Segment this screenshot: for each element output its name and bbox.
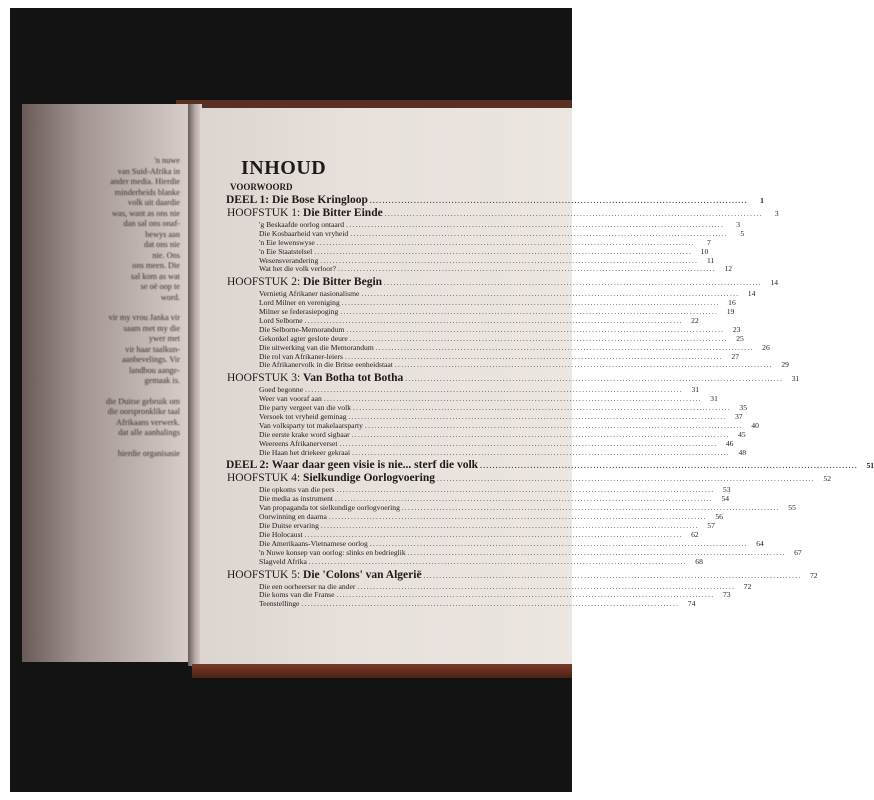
section-label: Weereens Afrikanerverset: [259, 438, 338, 448]
section-label: Slagveld Afrika: [259, 556, 307, 566]
dot-leader: ........................................................................................................................: [336, 486, 715, 495]
section-page: 27: [731, 351, 739, 361]
left-page-line: ywer met: [148, 334, 180, 343]
chapter-entry: [227, 276, 779, 289]
left-page: [22, 104, 190, 662]
deel-1-label: DEEL 1: Die Bose Kringloop: [226, 194, 368, 206]
dot-leader: ........................................................................................................................: [314, 247, 693, 256]
section-page: 74: [687, 599, 696, 609]
dot-leader: ........................................................................................................................: [437, 475, 815, 484]
section-entry: [259, 581, 752, 591]
section-page: 54: [721, 494, 730, 504]
section-entry: [259, 316, 699, 326]
dot-leader: ........................................................................................................................: [351, 430, 730, 439]
left-page-line: gemaak is.: [144, 376, 180, 385]
section-page: 40: [751, 420, 759, 430]
dot-leader: ........................................................................................................................: [304, 317, 683, 326]
section-label: Die Kosbaarheid van vryheid: [259, 228, 349, 238]
left-page-line: word.: [160, 292, 180, 302]
left-page-line: ander media. Hierdie: [110, 177, 180, 186]
section-page: 56: [715, 512, 723, 522]
left-page-line: vir haar taalkun-: [125, 344, 180, 354]
dot-leader: ........................................................................................................................: [336, 591, 715, 600]
section-label: Die party vergeet van die volk: [259, 403, 352, 413]
dot-leader: ........................................................................................................................: [348, 413, 727, 422]
chapter-label: [227, 569, 422, 581]
left-page-line: aanbevelings. Vir: [122, 355, 180, 364]
section-page: 5: [740, 228, 745, 238]
section-entry: [259, 556, 703, 566]
left-page-line: vir my vrou Janka vir: [108, 313, 180, 322]
section-entry: [259, 599, 696, 609]
section-page: 26: [762, 342, 770, 352]
dot-leader: ........................................................................................................................: [361, 290, 740, 299]
section-entry: [259, 429, 746, 439]
section-entry: [259, 403, 748, 413]
left-page-gap: [28, 439, 180, 449]
section-page: 35: [739, 403, 748, 413]
left-page-gap: [28, 387, 180, 397]
section-entry: [259, 237, 711, 247]
section-label: Gekonkel agter geslote deure: [259, 333, 348, 343]
chapter-label: [227, 276, 382, 288]
section-page: 22: [691, 316, 699, 326]
section-page: 46: [725, 438, 734, 448]
chapter-prefix: HOOFSTUK 4:: [227, 472, 304, 485]
section-page: 37: [734, 412, 743, 422]
dot-leader: ........................................................................................................................: [394, 361, 773, 370]
section-entry: [259, 289, 756, 299]
section-entry: [259, 485, 731, 495]
section-page: 19: [726, 307, 735, 317]
section-page: 31: [691, 385, 700, 395]
deel-2-label: DEEL 2: Waar daar geen visie is nie... sterf die volk: [226, 459, 479, 472]
section-entry: [259, 512, 723, 522]
deel-2-entry: [226, 459, 874, 472]
left-page-line: die Duitse gebruik om: [106, 396, 180, 406]
section-page: 25: [736, 333, 744, 343]
section-entry: [259, 228, 745, 238]
left-page-line: ons meen. Die: [132, 261, 180, 270]
section-label: 'g Beskaafde oorlog ontaard: [259, 220, 345, 229]
section-entry: [259, 307, 735, 317]
section-entry: [259, 324, 741, 334]
chapter-prefix: HOOFSTUK 2:: [227, 276, 304, 289]
section-label: 'n Eie Staatstelsel: [259, 246, 313, 256]
section-entry: [259, 447, 747, 457]
section-page: 29: [781, 360, 789, 370]
section-entry: [259, 264, 732, 274]
voorwoord-heading: VOORWOORD: [230, 182, 293, 192]
section-page: 67: [794, 547, 802, 557]
left-page-line: nie. Ons: [152, 250, 180, 260]
section-page: 62: [691, 529, 699, 539]
deel-2-page: 51: [866, 461, 874, 471]
dot-leader: ........................................................................................................................: [320, 256, 699, 265]
section-page: 72: [743, 581, 752, 591]
chapter-page: 3: [774, 209, 779, 218]
chapter-name: Sielkundige Oorlogvoering: [303, 472, 435, 485]
section-entry: [259, 438, 734, 448]
dot-leader: ........................................................................................................................: [341, 299, 720, 308]
section-label: 'n Eie lewenswyse: [259, 237, 315, 247]
section-page: 12: [724, 264, 732, 274]
section-label: 'n Nuwe konsep van oorlog: slinks en bedrieglik: [259, 547, 406, 557]
section-page: 3: [736, 220, 741, 229]
section-entry: [259, 246, 709, 256]
section-label: Van propaganda tot sielkundige oorlogvoering: [259, 503, 400, 513]
section-label: Vernietig Afrikaner nasionalisme: [259, 289, 360, 299]
chapter-prefix: HOOFSTUK 1:: [227, 207, 304, 219]
section-label: Die opkoms van die pers: [259, 485, 335, 495]
left-page-line: van Suid-Afrika in: [117, 166, 180, 176]
section-page: 68: [695, 556, 703, 566]
dot-leader: ........................................................................................................................: [340, 308, 719, 317]
section-label: Van volksparty tot makelaarsparty: [259, 420, 363, 430]
dot-leader: ........................................................................................................................: [346, 325, 725, 334]
chapter-page: 52: [823, 474, 831, 484]
section-entry: [259, 503, 796, 513]
section-page: 7: [706, 237, 711, 247]
chapter-group-1: [226, 207, 800, 459]
section-entry: [259, 333, 744, 343]
book-bottom-edge: [192, 664, 572, 678]
dot-leader: ........................................................................................................................: [369, 539, 748, 548]
chapter-entry: [227, 568, 818, 582]
section-page: 45: [738, 429, 746, 439]
section-label: Milner se federasiepoging: [259, 307, 339, 317]
dot-leader: ........................................................................................................................: [328, 513, 707, 522]
section-entry: [259, 298, 736, 308]
table-of-contents: [226, 182, 874, 611]
section-page: 53: [722, 485, 731, 495]
section-label: Versoek tot vryheid geminag: [259, 412, 347, 422]
section-entry: [259, 385, 700, 395]
section-label: Die Afrikanervolk in die Britse eenheidstaat: [259, 360, 393, 370]
left-page-line: volk uit daardie: [127, 198, 180, 207]
section-page: 14: [747, 289, 756, 299]
section-label: Teenstellinge: [259, 599, 300, 609]
section-page: 10: [700, 246, 709, 256]
chapter-name: Die Bitter Einde: [303, 207, 383, 219]
deel-1-page: 1: [760, 196, 764, 205]
dot-leader: ........................................................................................................................: [338, 265, 716, 274]
dot-leader: ........................................................................................................................: [301, 600, 680, 609]
section-entry: [259, 590, 731, 600]
section-label: Lord Selborne: [259, 316, 303, 326]
left-page-line: minderheids blanke: [114, 187, 180, 197]
toc-title: INHOUD: [241, 157, 327, 179]
section-page: 16: [728, 298, 736, 308]
chapter-label: [227, 207, 383, 219]
section-label: Wat het die volk verloor?: [259, 264, 336, 274]
dot-leader: ........................................................................................................................: [384, 279, 763, 288]
left-page-line: was, want as ons nie: [112, 208, 180, 218]
dot-leader: ........................................................................................................................: [352, 448, 731, 457]
section-entry: [259, 529, 699, 539]
chapter-spacer: [226, 608, 536, 611]
section-entry: [259, 394, 718, 404]
dot-leader: ........................................................................................................................: [364, 421, 743, 430]
dot-leader: ........................................................................................................................: [357, 582, 736, 591]
chapter-page: 14: [770, 278, 779, 288]
dot-leader: ........................................................................................................................: [369, 197, 748, 205]
chapter-name: Die Bitter Begin: [303, 276, 383, 289]
section-entry: [259, 220, 741, 229]
left-page-line: dat ons nie: [144, 240, 180, 249]
chapter-entry: [227, 207, 779, 220]
dot-leader: ........................................................................................................................: [384, 210, 763, 218]
section-page: 57: [707, 521, 715, 531]
section-entry: [259, 412, 743, 422]
dot-leader: ........................................................................................................................: [316, 238, 695, 247]
left-page-line: sal kom as wat: [130, 271, 180, 281]
section-page: 48: [738, 447, 747, 457]
chapter-entry: [227, 372, 800, 385]
dot-leader: ........................................................................................................................: [480, 462, 859, 471]
dot-leader: ........................................................................................................................: [405, 375, 784, 384]
chapter-entry: [227, 472, 831, 485]
section-label: Die koms van die Franse: [259, 590, 335, 600]
section-label: Die uitwerking van die Memorandum: [259, 342, 374, 352]
section-label: Die een oorheerser na die ander: [259, 581, 356, 591]
section-page: 31: [710, 394, 718, 404]
dot-leader: ........................................................................................................................: [344, 352, 723, 361]
section-label: Die media as instrument: [259, 494, 334, 504]
left-page-line: dat alle aanhalings: [118, 428, 180, 437]
dot-leader: ........................................................................................................................: [304, 530, 683, 539]
chapter-name: Van Botha tot Botha: [303, 372, 404, 385]
dot-leader: ........................................................................................................................: [407, 548, 786, 557]
left-page-line: Afrikaans verwerk.: [115, 417, 180, 427]
section-entry: [259, 420, 759, 430]
section-label: Goed begonne: [259, 385, 304, 395]
section-label: Die Haan het driekeer gekraai: [259, 447, 351, 457]
left-page-line: 'n nuwe: [154, 156, 180, 165]
dot-leader: ........................................................................................................................: [335, 495, 714, 504]
dot-leader: ........................................................................................................................: [353, 404, 732, 413]
left-page-line: landbou aange-: [129, 365, 180, 375]
left-page-line: se oë oop te: [140, 282, 180, 291]
section-label: Die rol van Afrikaner-leiers: [259, 351, 343, 361]
section-page: 11: [706, 255, 715, 265]
chapter-prefix: HOOFSTUK 5:: [227, 568, 304, 581]
left-page-line: die oorspronklike taal: [107, 407, 180, 416]
section-page: 64: [756, 538, 764, 548]
section-label: Die Holocaust: [259, 529, 303, 539]
section-label: Oorwinning en daarna: [259, 512, 327, 522]
left-page-line: bewys aan: [145, 229, 180, 239]
dot-leader: ........................................................................................................................: [305, 386, 684, 395]
chapter-group-2: [226, 472, 831, 611]
dot-leader: ........................................................................................................................: [339, 439, 718, 448]
section-label: Wesensverandering: [259, 255, 319, 265]
section-label: Lord Milner en vereniging: [259, 298, 340, 308]
section-page: 55: [788, 503, 796, 513]
left-page-line: hierdie organisasie: [117, 448, 180, 458]
left-page-line: saam met my die: [123, 323, 180, 333]
section-label: Die Amerikaans-Vietnamese oorlog: [259, 538, 368, 548]
chapter-prefix: HOOFSTUK 3:: [227, 372, 304, 385]
deel-1-entry: [226, 194, 764, 207]
section-label: Die Duitse ervaring: [259, 521, 319, 531]
section-entry: [259, 521, 715, 531]
section-label: Weer van vooraf aan: [259, 394, 322, 404]
section-entry: [259, 351, 739, 361]
chapter-name: Die 'Colons' van Algerië: [303, 568, 422, 581]
section-label: Die Selborne-Memorandum: [259, 324, 345, 334]
section-entry: [259, 360, 789, 370]
dot-leader: ........................................................................................................................: [308, 557, 687, 566]
dot-leader: ........................................................................................................................: [350, 229, 729, 238]
chapter-page: 31: [791, 374, 800, 384]
section-entry: [259, 494, 730, 504]
section-entry: [259, 538, 764, 548]
chapter-label: [227, 472, 435, 484]
dot-leader: ........................................................................................................................: [375, 343, 754, 352]
dot-leader: ........................................................................................................................: [401, 504, 780, 513]
dot-leader: ........................................................................................................................: [423, 571, 802, 580]
dot-leader: ........................................................................................................................: [323, 395, 702, 404]
dot-leader: ........................................................................................................................: [320, 522, 699, 531]
left-page-text: [28, 156, 180, 459]
chapter-label: [227, 372, 403, 384]
dot-leader: ........................................................................................................................: [346, 221, 725, 229]
dot-leader: ........................................................................................................................: [349, 334, 728, 343]
section-label: Die eerste krake word sigbaar: [259, 429, 350, 439]
section-entry: [259, 342, 770, 352]
section-page: 23: [732, 324, 741, 334]
left-page-gap: [28, 303, 180, 313]
left-page-line: dan sal ons onaf-: [123, 219, 180, 228]
section-page: 73: [722, 590, 731, 600]
section-entry: [259, 255, 715, 265]
section-entry: [259, 547, 802, 557]
chapter-page: 72: [809, 570, 818, 580]
